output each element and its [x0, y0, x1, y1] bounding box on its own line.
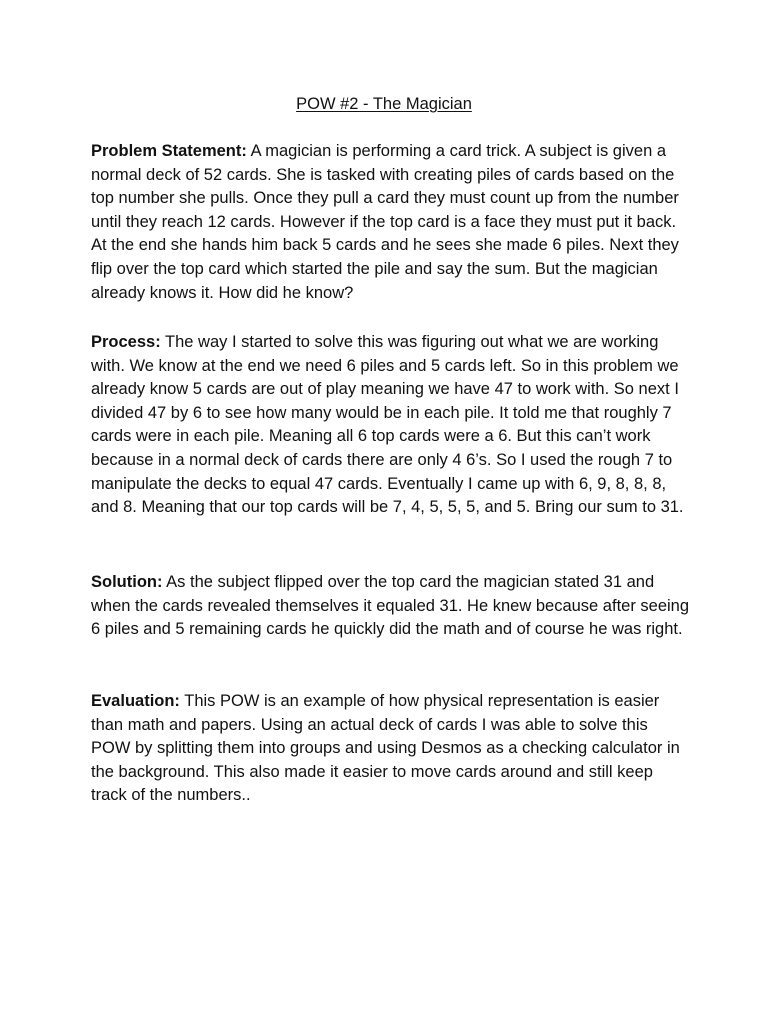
evaluation-label: Evaluation:: [91, 692, 180, 710]
solution-text: As the subject flipped over the top card the magician stated 31 and when the cards revealed themselves it equaled 31. He knew because after seeing 6 piles and 5 remaining cards he quickly did the math and of course he was right.: [91, 573, 690, 639]
evaluation-text: This POW is an example of how physical representation is easier than math and papers. Using an actual deck of cards I was able to solve this POW by splitting them into groups and using Desmos as a checking calculator in the background. This also made it easier to move cards around and still keep track of the numbers..: [91, 692, 680, 805]
problem-statement-paragraph: [91, 140, 691, 305]
process-label: Process:: [91, 333, 161, 351]
solution-label: Solution:: [91, 573, 163, 591]
problem-statement-text: A magician is performing a card trick. A subject is given a normal deck of 52 cards. She is tasked with creating piles of cards based on the top number she pulls. Once they pull a card they must count up from the number until they reach 12 cards. However if the top card is a face they must put it back. At the end she hands him back 5 cards and he sees she made 6 piles. Next they flip over the top card which started the pile and say the sum. But the magician already knows it. How did he know?: [91, 142, 679, 302]
document-title: POW #2 - The Magician: [296, 95, 472, 113]
evaluation-paragraph: [91, 690, 691, 808]
process-paragraph: [91, 331, 691, 520]
problem-statement-label: Problem Statement:: [91, 142, 247, 160]
process-text: The way I started to solve this was figuring out what we are working with. We know at the end we need 6 piles and 5 cards left. So in this problem we already know 5 cards are out of play meaning we have 47 to work with. So next I divided 47 by 6 to see how many would be in each pile. It told me that roughly 7 cards were in each pile. Meaning all 6 top cards were a 6. But this can’t work because in a normal deck of cards there are only 4 6’s. So I used the rough 7 to manipulate the decks to equal 47 cards. Eventually I came up with 6, 9, 8, 8, 8, and 8. Meaning that our top cards will be 7, 4, 5, 5, 5, and 5. Bring our sum to 31.: [91, 333, 684, 517]
solution-paragraph: [91, 571, 691, 642]
